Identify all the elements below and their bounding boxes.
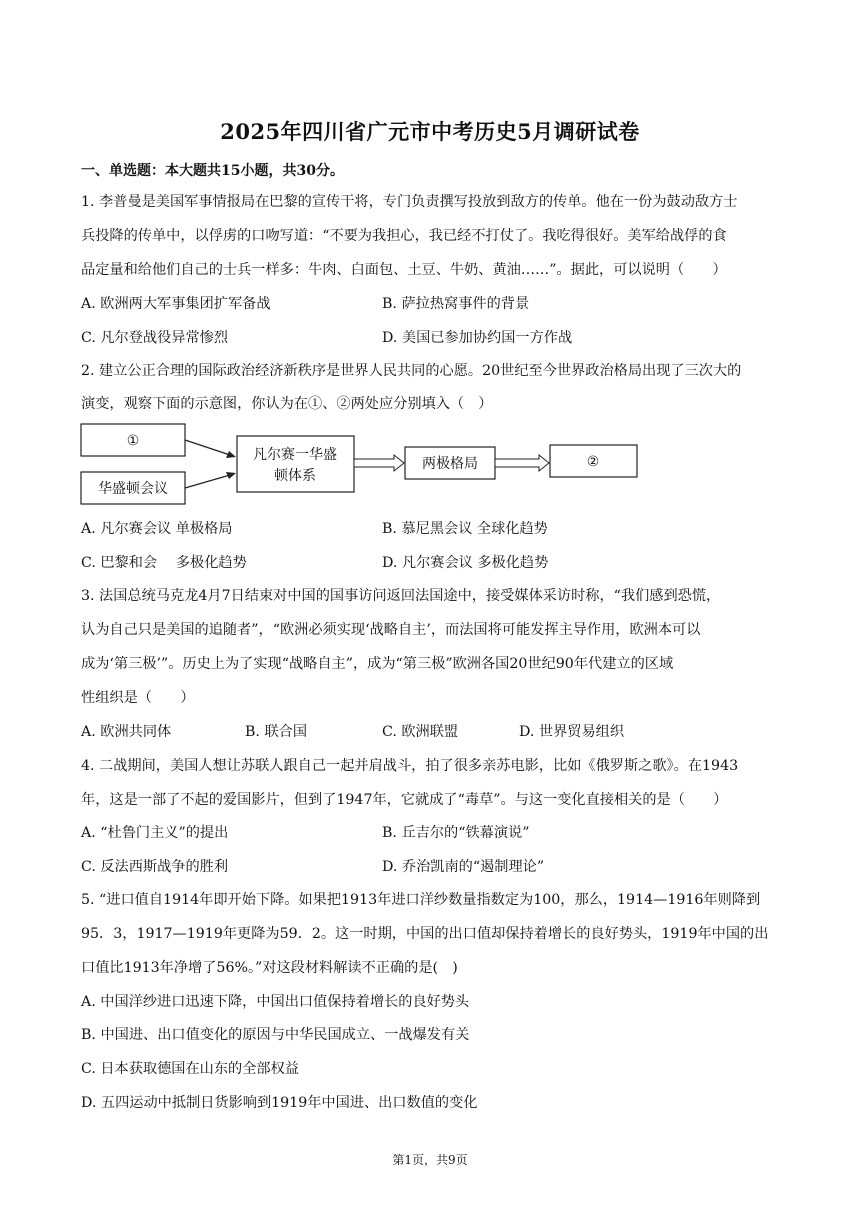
q3-line-2: 认为自己只是美国的追随者”，“欧洲必须实现‘战略自主’，而法国将可能发挥主导作用，欧洲本可以: [81, 622, 701, 638]
diagram-box-bipolar-label: 两极格局: [422, 456, 478, 472]
q1-line-1: 1. 李普曼是美国军事情报局在巴黎的宣传干将，专门负责撰写投放到敌方的传单。他在一份为鼓动敌方士: [81, 194, 738, 210]
q3-line-4: 性组织是（ ）: [81, 690, 195, 706]
q4-option-a: A. “杜鲁门主义”的提出: [81, 825, 229, 841]
q2-option-a: A. 凡尔赛会议 单极格局: [81, 521, 233, 537]
q2-line-1: 2. 建立公正合理的国际政治经济新秩序是世界人民共同的心愿。20世纪至今世界政治格局出现了三次大的: [81, 363, 742, 379]
q3-option-d: D. 世界贸易组织: [519, 724, 625, 740]
q3-line-3: 成为‘第三极’”。历史上为了实现“战略自主”，成为“第三极”欧洲各国20世纪90年代建立的区域: [81, 656, 674, 672]
q4-line-2: 年，这是一部了不起的爱国影片，但到了1947年，它就成了“毒草”。与这一变化直接相关的是（ ）: [81, 792, 728, 808]
diagram-box-versailles-label-2: 顿体系: [274, 468, 316, 484]
q3-option-b: B. 联合国: [245, 724, 308, 740]
diagram-box-washington-label: 华盛顿会议: [98, 481, 168, 497]
q5-option-b: B. 中国进、出口值变化的原因与中华民国成立、一战爆发有关: [81, 1027, 470, 1043]
q4-option-b: B. 丘吉尔的“铁幕演说”: [382, 825, 530, 841]
q1-line-3: 品定量和给他们自己的士兵一样多：牛肉、白面包、土豆、牛奶、黄油……”。据此，可以说明（ ）: [81, 262, 727, 278]
diagram-arrow-1: [185, 440, 230, 455]
q1-option-c: C. 凡尔登战役异常惨烈: [81, 330, 229, 346]
q4-line-1: 4. 二战期间，美国人想让苏联人跟自己一起并肩战斗，拍了很多亲苏电影，比如《俄罗斯之歌》。在1943: [81, 758, 739, 774]
q5-option-d: D. 五四运动中抵制日货影响到1919年中国进、出口数值的变化: [81, 1095, 478, 1111]
diagram-arrowhead-1: [226, 451, 236, 458]
q1-option-d: D. 美国已参加协约国一方作战: [382, 330, 573, 346]
q2-option-b: B. 慕尼黑会议 全球化趋势: [382, 521, 548, 537]
diagram-box-blank-1-label: ①: [126, 433, 140, 449]
q2-option-d: D. 凡尔赛会议 多极化趋势: [382, 555, 549, 571]
exam-title: 2025年四川省广元市中考历史5月调研试卷: [220, 119, 640, 144]
q1-option-b: B. 萨拉热窝事件的背景: [382, 296, 530, 312]
q4-option-d: D. 乔治凯南的“遏制理论”: [382, 859, 545, 875]
diagram-arrow-2: [185, 475, 230, 488]
q3-line-1: 3. 法国总统马克龙4月7日结束对中国的国事访问返回法国途中，接受媒体采访时称，“我们感到恐慌，: [81, 588, 721, 604]
diagram-arrowhead-2: [226, 472, 236, 479]
page-number: 第1页，共9页: [392, 1153, 468, 1167]
diagram-hollow-arrow-2: [495, 455, 549, 471]
q2-option-c: C. 巴黎和会 多极化趋势: [81, 555, 247, 571]
q2-line-2: 演变，观察下面的示意图，你认为在①、②两处应分别填入（ ）: [81, 396, 493, 412]
q3-option-c: C. 欧洲联盟: [382, 724, 459, 740]
section-heading: 一、单选题：本大题共15小题，共30分。: [81, 163, 344, 179]
diagram-hollow-arrow-1: [354, 455, 404, 471]
diagram-box-blank-2-label: ②: [586, 454, 600, 470]
q1-line-2: 兵投降的传单中，以俘虏的口吻写道：“不要为我担心，我已经不打仗了。我吃得很好。美军给战俘的食: [81, 228, 727, 244]
q5-line-1: 5. “进口值自1914年即开始下降。如果把1913年进口洋纱数量指数定为100，那么，1914—1916年则降到: [81, 892, 761, 908]
q5-option-c: C. 日本获取德国在山东的全部权益: [81, 1061, 299, 1077]
q3-option-a: A. 欧洲共同体: [81, 724, 172, 740]
q1-option-a: A. 欧洲两大军事集团扩军备战: [81, 296, 271, 312]
q5-line-3: 口值比1913年净增了56%。”对这段材料解读不正确的是( ): [81, 960, 458, 976]
q4-option-c: C. 反法西斯战争的胜利: [81, 859, 229, 875]
diagram-box-versailles-label-1: 凡尔赛一华盛: [253, 447, 337, 463]
q5-option-a: A. 中国洋纱进口迅速下降，中国出口值保持着增长的良好势头: [81, 994, 470, 1010]
q5-line-2: 95．3，1917—1919年更降为59．2。这一时期，中国的出口值却保持着增长的良好势头，1919年中国的出: [81, 926, 769, 942]
world-pattern-diagram: [78, 420, 643, 508]
